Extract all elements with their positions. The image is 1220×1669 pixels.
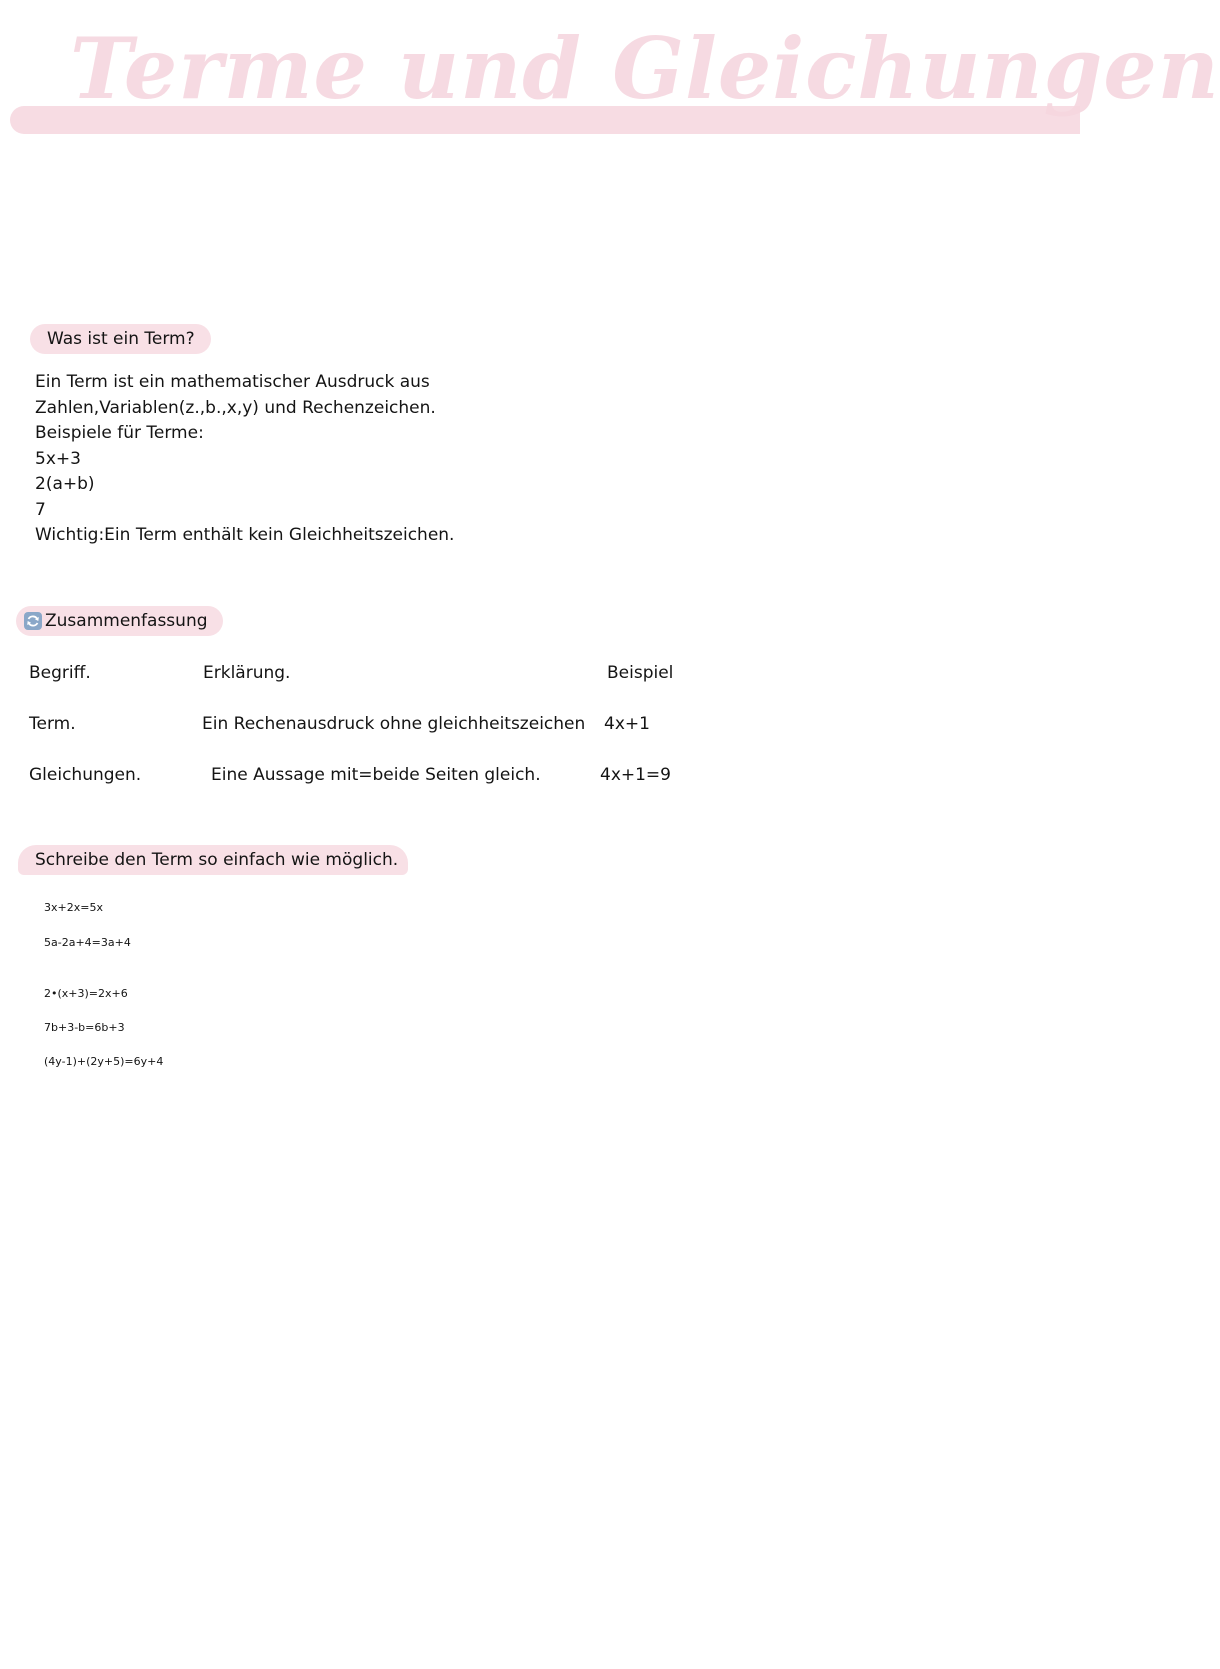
table-cell-gleichungen: Gleichungen. xyxy=(29,765,142,785)
exercise-item: 3x+2x=5x xyxy=(44,901,103,914)
table-cell-gleichungen-explanation: Eine Aussage mit=beide Seiten gleich. xyxy=(211,765,541,785)
table-cell-term: Term. xyxy=(29,714,76,734)
example-term: 7 xyxy=(35,499,46,520)
table-header-erklaerung: Erklärung. xyxy=(203,663,291,683)
exercise-item: (4y-1)+(2y+5)=6y+4 xyxy=(44,1055,164,1068)
table-header-beispiel: Beispiel xyxy=(607,663,674,683)
exercise-item: 5a-2a+4=3a+4 xyxy=(44,936,131,949)
summary-heading-label: Zusammenfassung xyxy=(45,611,208,631)
table-cell-term-explanation: Ein Rechenausdruck ohne gleichheitszeichen xyxy=(202,714,586,734)
term-definition xyxy=(35,370,454,549)
definition-line: Ein Term ist ein mathematischer Ausdruck aus xyxy=(35,372,430,392)
examples-label: Beispiele für Terme: xyxy=(35,423,204,443)
exercise-item: 7b+3-b=6b+3 xyxy=(44,1021,125,1034)
page-title: Terme und Gleichungen xyxy=(70,19,1220,118)
important-note: Wichtig:Ein Term enthält kein Gleichheitszeichen. xyxy=(35,525,455,545)
definition-line: Zahlen,Variablen(z.,b.,x,y) und Rechenzeichen. xyxy=(35,397,436,418)
exercise-item: 2•(x+3)=2x+6 xyxy=(44,987,128,1000)
summary-heading xyxy=(16,606,223,636)
example-term: 2(a+b) xyxy=(35,474,95,494)
example-term: 5x+3 xyxy=(35,448,81,469)
refresh-icon xyxy=(24,612,42,630)
table-cell-term-example: 4x+1 xyxy=(604,714,650,734)
term-section-heading: Was ist ein Term? xyxy=(30,324,211,354)
table-cell-gleichungen-example: 4x+1=9 xyxy=(600,765,671,785)
table-header-begriff: Begriff. xyxy=(29,663,91,683)
exercise-heading: Schreibe den Term so einfach wie möglich. xyxy=(18,845,408,875)
